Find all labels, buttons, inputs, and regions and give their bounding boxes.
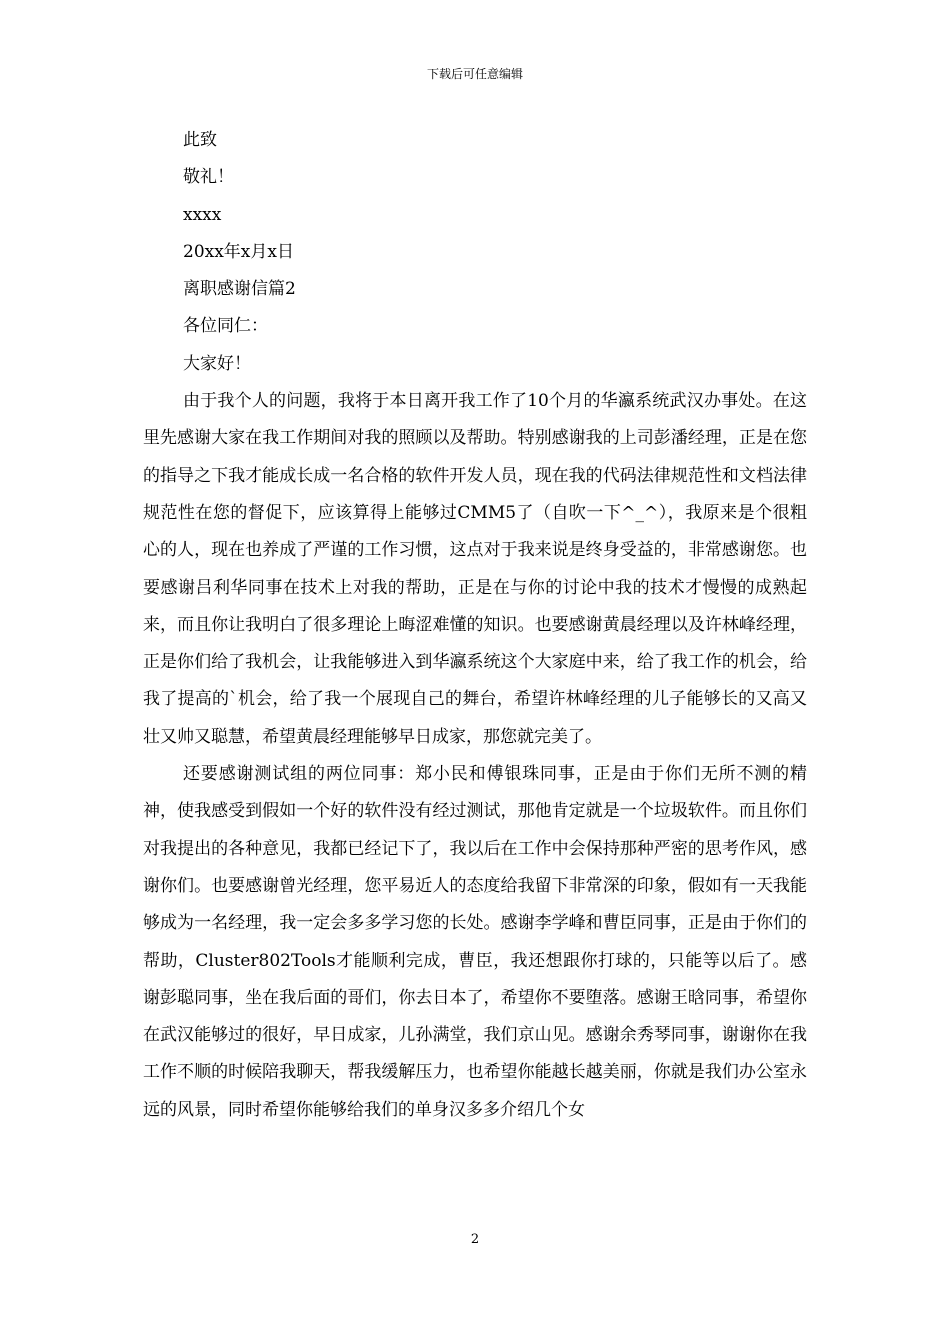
paragraph-1: 由于我个人的问题，我将于本日离开我工作了10个月的华瀛系统武汉办事处。在这里先感谢大家在我工作期间对我的照顾以及帮助。特别感谢我的上司彭潘经理，正是在您的指导之下我才能成长成一名合格的软件开发人员，现在我的代码法律规范性和文档法律规范性在您的督促下，应该算得上能够过CMM5了（自吹一下^_^），我原来是个很粗心的人，现在也养成了严谨的工作习惯，这点对于我来说是终身受益的，非常感谢您。也要感谢吕利华同事在技术上对我的帮助，正是在与你的讨论中我的技术才慢慢的成熟起来，而且你让我明白了很多理论上晦涩难懂的知识。也要感谢黄晨经理以及许林峰经理，正是你们给了我机会，让我能够进入到华瀛系统这个大家庭中来，给了我工作的机会，给我了提高的`机会，给了我一个展现自己的舞台，希望许林峰经理的儿子能够长的又高又壮又帅又聪慧，希望黄晨经理能够早日成家，那您就完美了。	[143, 391, 807, 747]
closing-line-2: 敬礼！	[183, 167, 234, 188]
section-title: 离职感谢信篇2	[183, 279, 296, 300]
salutation: 各位同仁：	[183, 316, 268, 337]
closing-line-1: 此致	[183, 130, 217, 150]
page-header-note: 下载后可任意编辑	[426, 67, 523, 81]
signature: xxxx	[183, 204, 222, 225]
page-number: 2	[470, 1232, 480, 1247]
letter-body	[143, 122, 807, 1129]
paragraph-2: 还要感谢测试组的两位同事：郑小民和傅银珠同事，正是由于你们无所不测的精神，使我感受到假如一个好的软件没有经过测试，那他肯定就是一个垃圾软件。而且你们对我提出的各种意见，我都已经记下了，我以后在工作中会保持那种严密的思考作风，感谢你们。也要感谢曾光经理，您平易近人的态度给我留下非常深的印象，假如有一天我能够成为一名经理，我一定会多多学习您的长处。感谢李学峰和曹臣同事，正是由于你们的帮助，Cluster802Tools才能顺利完成，曹臣，我还想跟你打球的，只能等以后了。感谢彭聪同事，坐在我后面的哥们，你去日本了，希望你不要堕落。感谢王晗同事，希望你在武汉能够过的很好，早日成家，儿孙满堂，我们京山见。感谢余秀琴同事，谢谢你在我工作不顺的时候陪我聊天，帮我缓解压力，也希望你能越长越美丽，你就是我们办公室永远的风景，同时希望你能够给我们的单身汉多多介绍几个女	[143, 764, 807, 1120]
greeting: 大家好！	[183, 353, 251, 374]
letter-date: 20xx年x月x日	[183, 241, 294, 262]
